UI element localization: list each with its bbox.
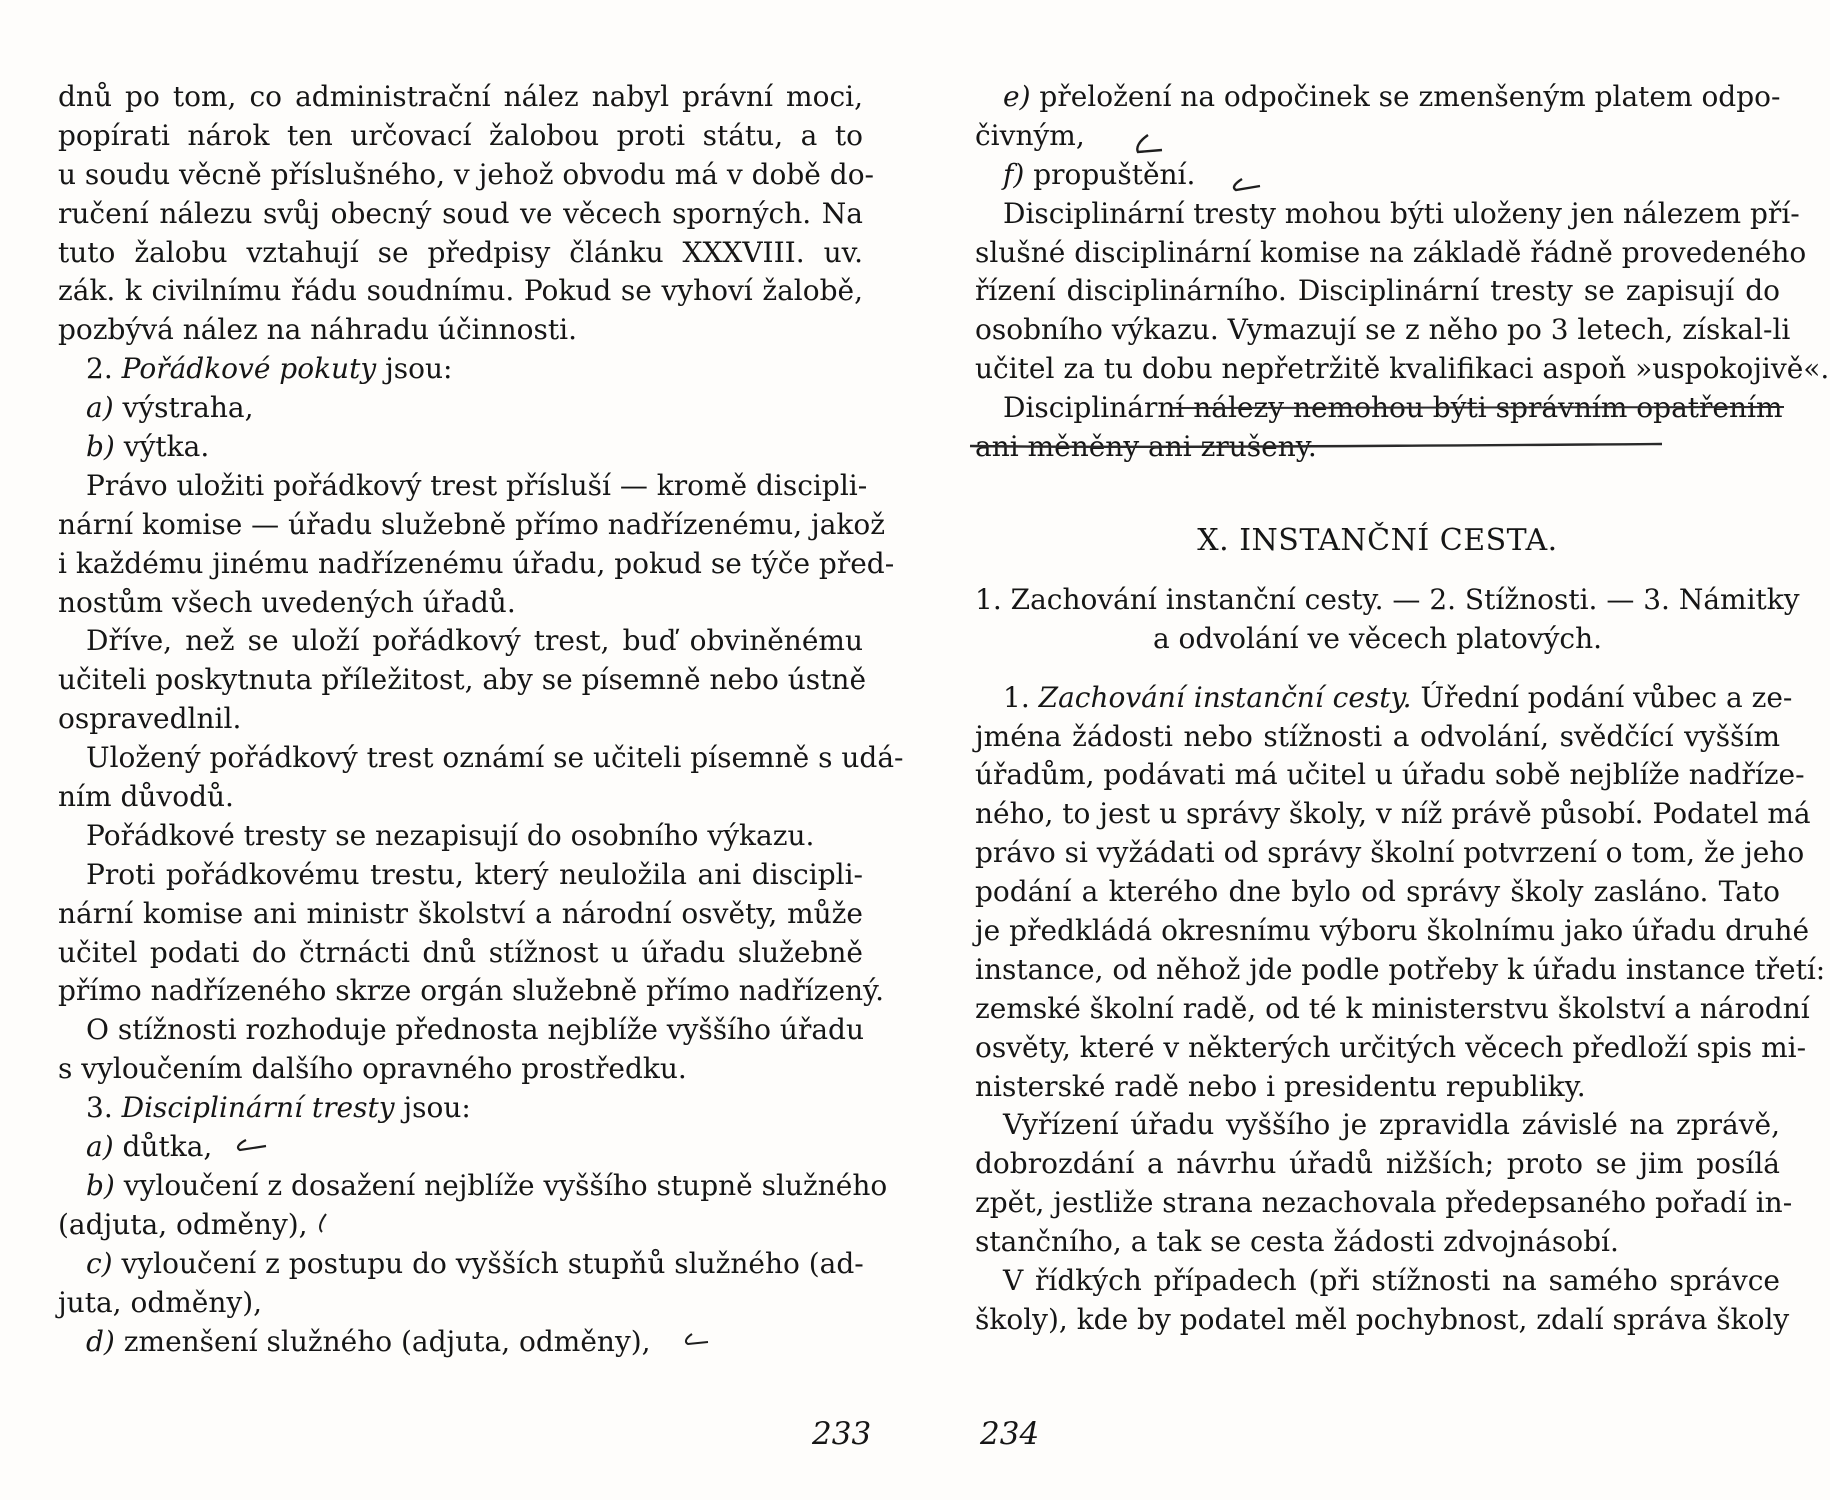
list-item: a) výstraha,: [86, 391, 254, 425]
section-title: Disciplinární tresty: [121, 1091, 395, 1125]
list-marker: d): [86, 1324, 115, 1358]
list-item: e) přeložení na odpočinek se zmenšeným platem odpo-: [1003, 80, 1781, 113]
list-marker: b): [86, 430, 115, 464]
text-line: Proti pořádkovému trestu, který neuložila ani discipli-: [86, 857, 863, 891]
subsection-line: 1. Zachování instanční cesty. Úřední podání vůbec a ze-: [1003, 680, 1793, 714]
text-line: řízení disciplinárního. Disciplinární tresty se zapisují do: [975, 274, 1780, 308]
text-line: Dříve, než se uloží pořádkový trest, buď obviněnému: [86, 624, 863, 658]
text-line: školy), kde by podatel měl pochybnost, zdalí správa školy: [975, 1302, 1790, 1336]
text-line: učitel podati do čtrnácti dnů stížnost u úřadu služebně: [58, 935, 863, 969]
list-marker: a): [86, 1130, 114, 1164]
text-line: osvěty, které v některých určitých věcech předloží spis mi-: [975, 1030, 1807, 1064]
text-line: nisterské radě nebo i presidentu republiky.: [975, 1069, 1586, 1103]
list-marker: f): [1003, 157, 1025, 191]
text-line: tuto žalobu vztahují se předpisy článku XXXVIII. uv.: [58, 235, 863, 269]
text-line: zemské školní radě, od té k ministerstvu školství a národní: [975, 991, 1810, 1025]
text-line: pozbývá nález na náhradu účinnosti.: [58, 313, 577, 347]
text-line: Právo uložiti pořádkový trest přísluší — kromě discipli-: [86, 468, 868, 502]
section-title: Pořádkové pokuty: [121, 352, 377, 386]
text-line: stančního, a tak se cesta žádosti zdvojnásobí.: [975, 1225, 1619, 1259]
page-number-right: 234: [980, 1416, 1040, 1452]
list-item: a) důtka,: [86, 1130, 213, 1164]
text-line: zák. k civilnímu řádu soudnímu. Pokud se vyhoví žalobě,: [58, 274, 863, 308]
text-line: Disciplinární nálezy nemohou býti správním opatřením: [1003, 391, 1783, 425]
text-line: právo si vyžádati od správy školní potvrzení o tom, že jeho: [975, 836, 1805, 870]
text-line: je předkládá okresnímu výboru školnímu jako úřadu druhé: [975, 914, 1810, 948]
text-line: jména žádosti nebo stížnosti a odvolání, svědčící vyšším: [975, 719, 1780, 753]
page-number-left: 233: [812, 1416, 872, 1452]
text-line: u soudu věcně příslušného, v jehož obvodu má v době do-: [58, 157, 875, 191]
list-item: c) vyloučení z postupu do vyšších stupňů služného (ad-: [86, 1246, 864, 1280]
text-line: přímo nadřízeného skrze orgán služebně přímo nadřízený.: [58, 974, 885, 1008]
list-item: b) výtka.: [86, 430, 210, 464]
text-line: Vyřízení úřadu vyššího je zpravidla závislé na zprávě,: [1003, 1108, 1780, 1142]
list-marker: c): [86, 1246, 113, 1280]
chapter-contents-line: a odvolání ve věcech platových.: [1152, 621, 1603, 655]
list-item: f) propuštění.: [1003, 157, 1196, 191]
subsection-title: Zachování instanční cesty.: [1038, 680, 1412, 714]
list-item: d) zmenšení služného (adjuta, odměny),: [86, 1324, 651, 1358]
text-line: nostům všech uvedených úřadů.: [58, 585, 516, 619]
text-line: osobního výkazu. Vymazují se z něho po 3 letech, získal-li: [975, 313, 1791, 347]
text-line: V řídkých případech (při stížnosti na samého správce: [1003, 1264, 1780, 1298]
text-line: popírati nárok ten určovací žalobou proti státu, a to: [58, 118, 863, 152]
text-line: ručení nálezu svůj obecný soud ve věcech sporných. Na: [58, 196, 863, 230]
section-title-line: 3. Disciplinární tresty jsou:: [86, 1091, 471, 1125]
text-line: dobrozdání a návrhu úřadů nižších; proto se jim posílá: [975, 1147, 1780, 1181]
text-line: Uložený pořádkový trest oznámí se učiteli písemně s udá-: [86, 741, 904, 775]
text-line: čivným,: [975, 118, 1085, 152]
text-line: ného, to jest u správy školy, v níž právě působí. Podatel má: [975, 797, 1811, 831]
text-line: učiteli poskytnuta příležitost, aby se písemně nebo ústně: [58, 663, 867, 697]
text-line: nární komise ani ministr školství a národní osvěty, může: [58, 896, 863, 930]
text-line: zpět, jestliže strana nezachovala předepsaného pořadí in-: [975, 1186, 1793, 1220]
text-line: Disciplinární tresty mohou býti uloženy jen nálezem pří-: [1003, 196, 1800, 230]
text-line: juta, odměny),: [58, 1285, 263, 1319]
text-line: (adjuta, odměny),: [58, 1207, 308, 1241]
text-line: nární komise — úřadu služebně přímo nadřízenému, jakož: [58, 507, 885, 541]
text-line: ním důvodů.: [58, 780, 234, 814]
text-line: úřadům, podávati má učitel u úřadu sobě nejblíže nadříze-: [975, 758, 1805, 792]
text-line: slušné disciplinární komise na základě řádně provedeného: [975, 235, 1807, 269]
text-line: O stížnosti rozhoduje přednosta nejblíže vyššího úřadu: [86, 1013, 864, 1047]
text-line: ospravedlnil.: [58, 702, 242, 736]
right-page: [975, 78, 1830, 1478]
left-page: [58, 78, 904, 1478]
section-title-line: 2. Pořádkové pokuty jsou:: [86, 352, 453, 386]
list-marker: b): [86, 1168, 115, 1202]
text-line: s vyloučením dalšího opravného prostředku.: [58, 1052, 687, 1086]
text-line: učitel za tu dobu nepřetržitě kvalifikaci aspoň »uspokojivě«.: [975, 352, 1830, 386]
text-line: i každému jinému nadřízenému úřadu, pokud se týče před-: [58, 546, 895, 580]
text-line: Pořádkové tresty se nezapisují do osobního výkazu.: [86, 818, 815, 852]
list-item: b) vyloučení z dosažení nejblíže vyššího stupně služného: [86, 1168, 888, 1202]
list-marker: a): [86, 391, 114, 425]
text-line: ani měněny ani zrušeny.: [975, 430, 1317, 464]
text-line: instance, od něhož jde podle potřeby k úřadu instance třetí:: [975, 952, 1826, 986]
chapter-heading: X. INSTANČNÍ CESTA.: [1197, 522, 1558, 558]
list-marker: e): [1003, 80, 1031, 113]
text-line: dnů po tom, co administrační nález nabyl právní moci,: [58, 80, 863, 113]
text-line: podání a kterého dne bylo od správy školy zasláno. Tato: [975, 875, 1780, 909]
chapter-contents-line: 1. Zachování instanční cesty. — 2. Stížnosti. — 3. Námitky: [975, 582, 1800, 616]
